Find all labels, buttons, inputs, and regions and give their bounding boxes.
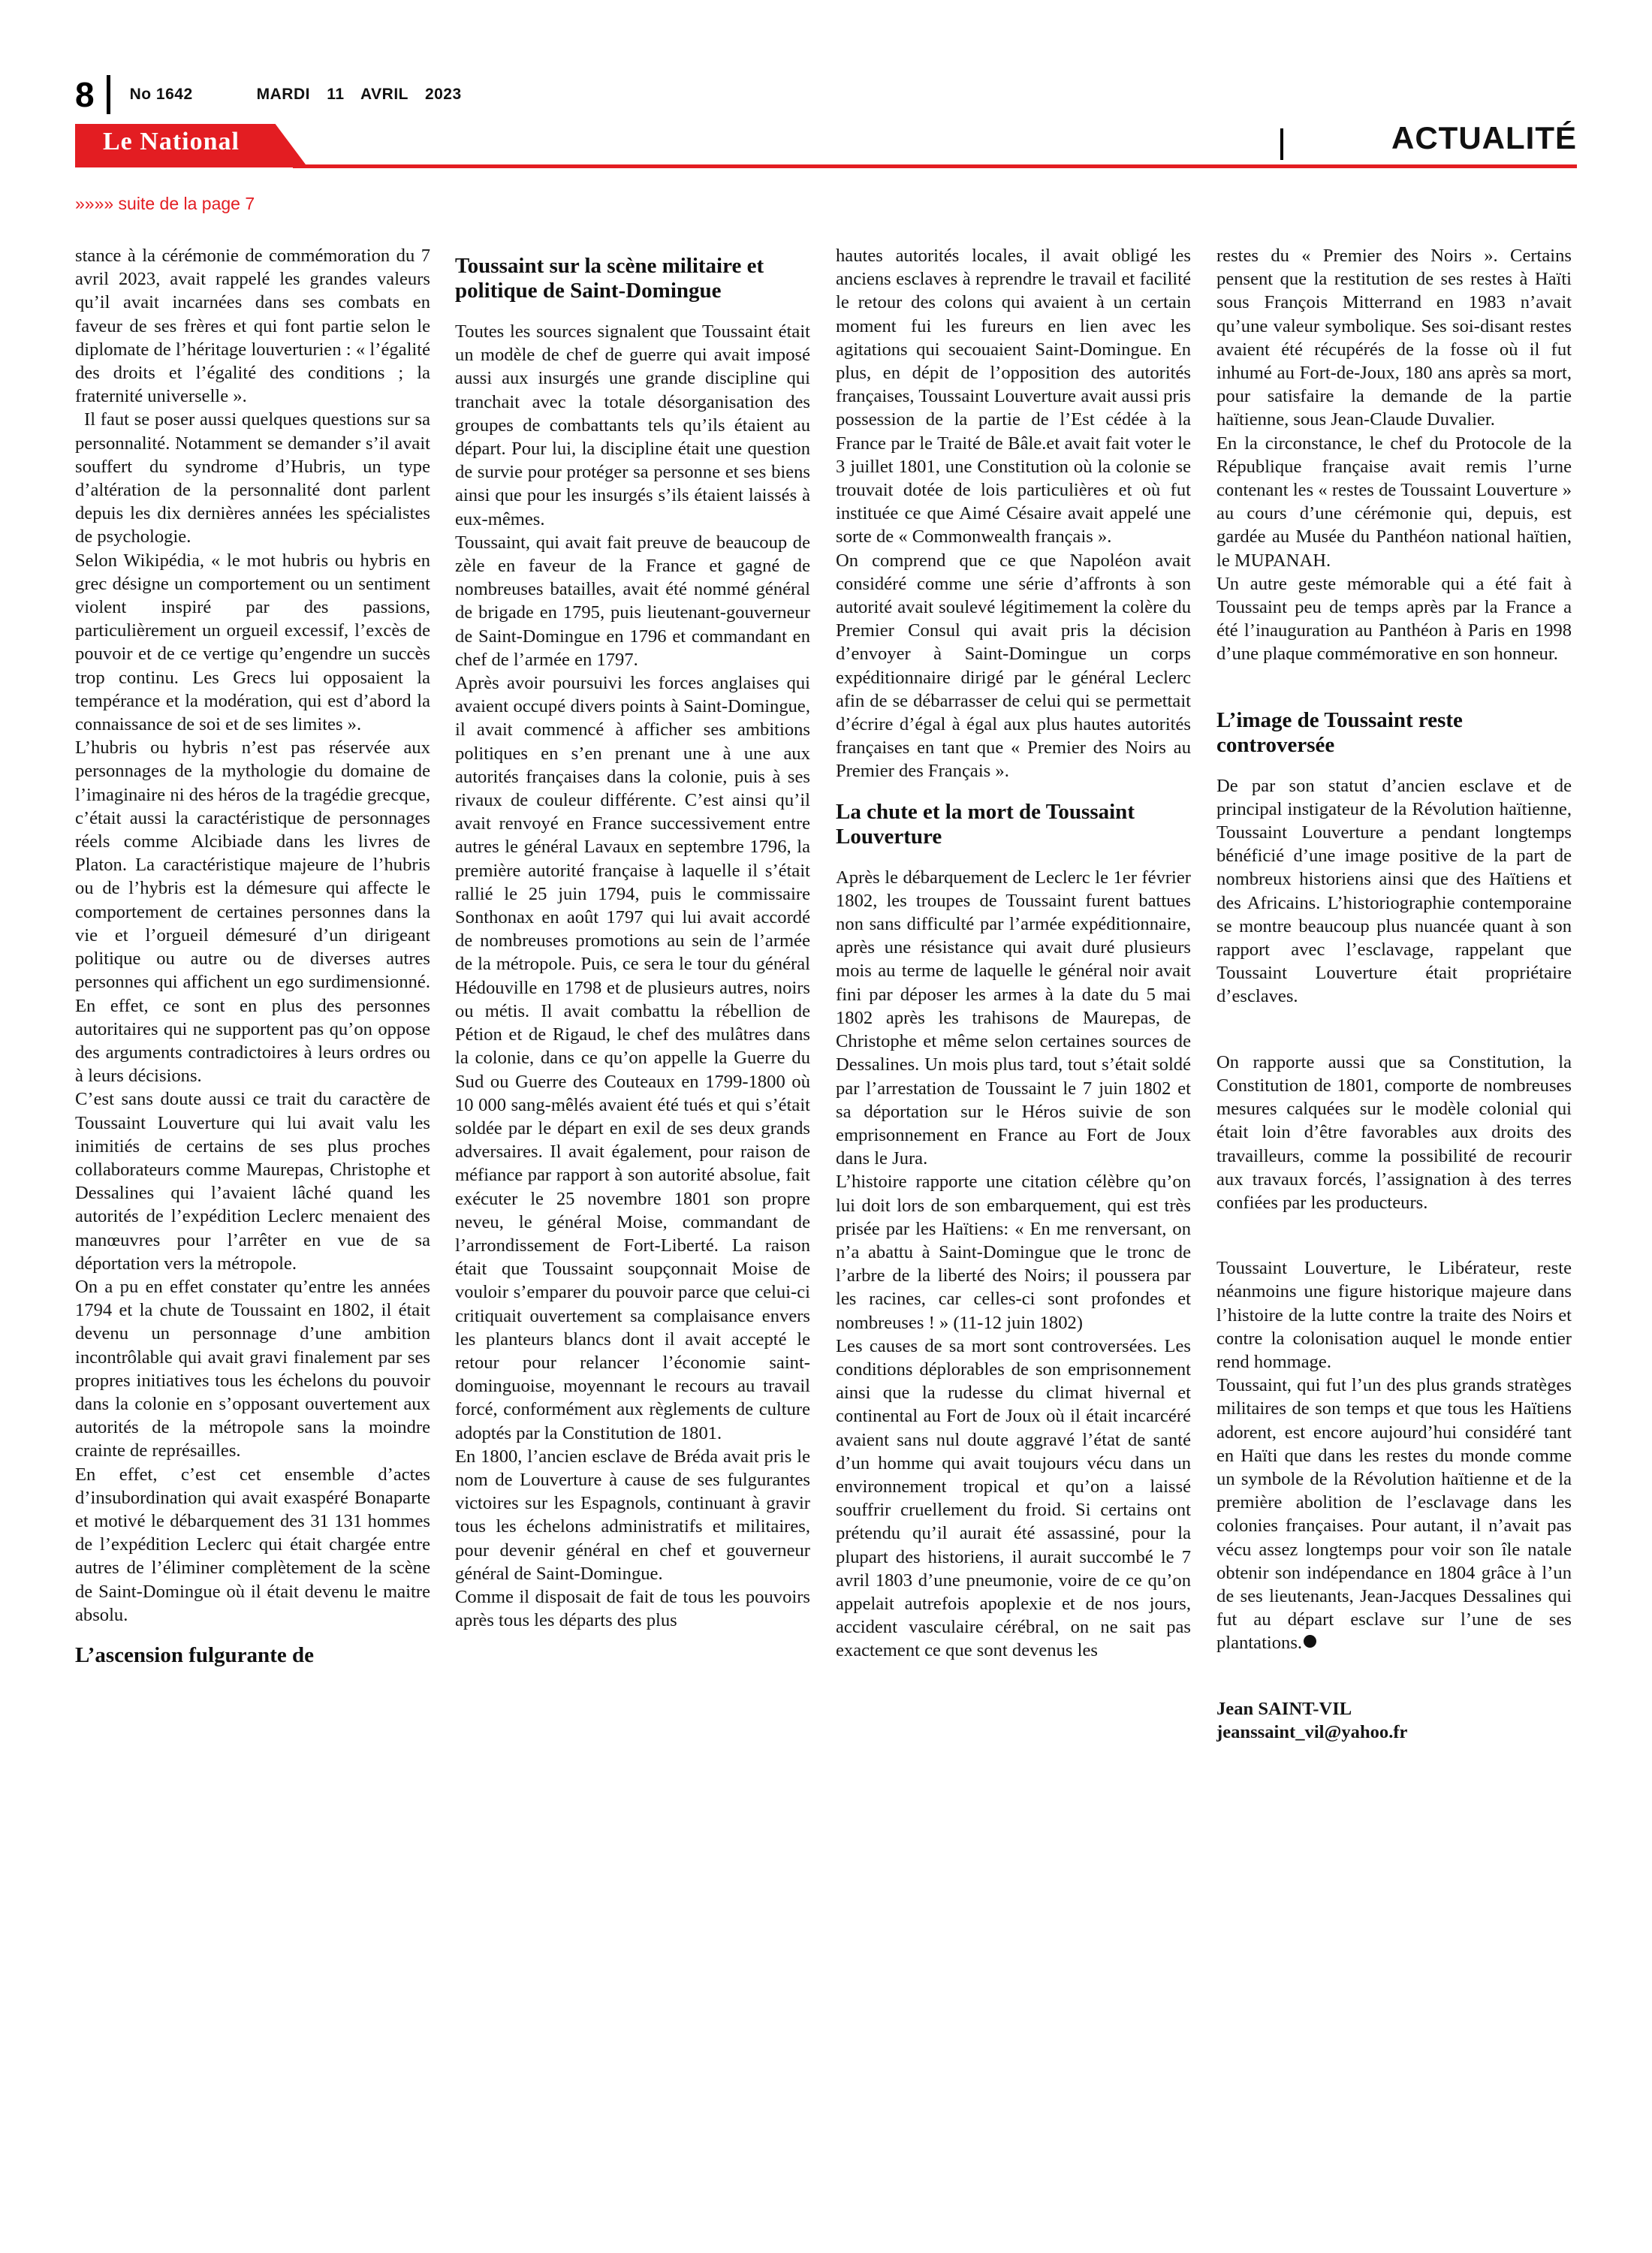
paragraph: On comprend que ce que Napoléon avait considéré comme une série d’affronts à son autorité avait soulevé légitimement la colère du Premier Consul qui avait pris la décision d’envoyer à Saint-Domingue un corps expéditionnaire dirigé par le général Leclerc afin de se débarrasser de celui qui se permettait d’écrire d’égal à égal aux plus hautes autorités françaises en tant que « Premier des Noirs au Premier des Français ». [836, 550, 1191, 782]
paragraph: Toussaint, qui avait fait preuve de beaucoup de zèle en faveur de la France et gagné de nombreuses batailles, avait été nommé général de brigade en 1795, puis lieutenant-gouverneur de Saint-Domingue en 1796 et commandant en chef de l’armée en 1797. [455, 532, 810, 670]
paragraph [1216, 1374, 1572, 1654]
continuation-note: »»»» suite de la page 7 [75, 194, 255, 213]
spacer [75, 1627, 430, 1643]
spacer [1216, 666, 1572, 708]
paragraph: Toutes les sources signalent que Toussaint était un modèle de chef de guerre qui avait imposé aussi aux insurgés une grande discipline qui tranchait avec la totale désorganisation des groupes de combattants tels qu’ils étaient au départ. Pour lui, la discipline était une question de survie pour protéger sa personne et ses biens ainsi que pour les insurgés s’ils étaient laissés à eux-mêmes. [455, 321, 810, 529]
spacer [1216, 1214, 1572, 1256]
paragraph: Selon Wikipédia, « le mot hubris ou hybris en grec désigne un comportement ou un sentiment violent inspiré par des passions, particulièrement un orgueil excessif, l’excès de pouvoir et de ce vertige qu’engendre un succès trop continu. Les Grecs lui opposaient la tempérance et la modération, qui est d’abord la connaissance de soi et de ses limites ». [75, 550, 430, 735]
spacer [1216, 1655, 1572, 1697]
paragraph: hautes autorités locales, il avait obligé les anciens esclaves à reprendre le travail et facilité le retour des colons qui avaient à un certain moment fui les fureurs en lien avec les agitations qui secouaient Saint-Domingue. En plus, en dépit de l’opposition des autorités françaises, Toussaint Louverture avait aussi pris possession de la partie de l’Est cédée à la France par le Traité de Bâle.et avait fait voter le 3 juillet 1801, une Constitution où la colonie se trouvait dotée de lois particulières et où fut instituée ce que Aimé Césaire avait appelé une sorte de « Commonwealth français ». [836, 246, 1191, 547]
publication-date: MARDI 11 AVRIL 2023 [256, 86, 462, 103]
spacer [1216, 758, 1572, 774]
article-column-1 [75, 244, 430, 1668]
paragraph: Comme il disposait de fait de tous les pouvoirs après tous les départs des plus [455, 1586, 810, 1631]
paragraph: restes du « Premier des Noirs ». Certains pensent que la restitution de ses restes à Haïti sous François Mitterrand en 1983 n’avait qu’une valeur symbolique. Ses soi-disant restes avaient été récupérés de la fosse où il fut inhumé au Fort-de-Joux, 180 ans après sa mort, pour satisfaire la demande de la partie haïtienne, sous Jean-Claude Duvalier. [1216, 246, 1572, 430]
spacer [836, 783, 1191, 800]
author-name: Jean SAINT-VIL [1216, 1698, 1352, 1719]
paragraph: Après le débarquement de Leclerc le 1er février 1802, les troupes de Toussaint furent battues non sans difficulté par l’armée expéditionnaire, après une résistance qui avait duré plusieurs mois au terme de laquelle le général noir avait fini par déposer les armes à la date du 5 mai 1802 après les trahisons de Maurepas, de Christophe et même selon certaines sources de Dessalines. Un mois plus tard, tout s’était soldé par l’arrestation de Toussaint le 7 juin 1802 et sa déportation sur le Héros suivie de son emprisonnement en France au Fort de Joux dans le Jura. [836, 867, 1191, 1169]
subheading: L’ascension fulgurante de [75, 1642, 314, 1667]
section-title: ACTUALITÉ [1391, 120, 1577, 155]
header-rule [293, 164, 1577, 168]
paragraph: Les causes de sa mort sont controversées. Les conditions déplorables de son emprisonnement ainsi que la rudesse du climat hivernal et continental au Fort de Joux où il était incarcéré avaient sans nul doute aggravé l’état de santé d’un homme qui avait toujours vécu dans un environnement tropical et qu’on a laissé souffrir cruellement du froid. Si certains ont prétendu qu’il aurait été assassiné, pour la plupart des historiens, il aurait succombé le 7 avril 1803 d’une pneumonie, voire de ce qu’on appelait autrefois apoplexie et de nos jours, accident vasculaire cérébral, on ne sait pas exactement ce que sont devenus les [836, 1335, 1191, 1661]
subheading: La chute et la mort de Toussaint Louverture [836, 799, 1135, 849]
paragraph: De par son statut d’ancien esclave et de principal instigateur de la Révolution haïtienne, Toussaint Louverture a pendant longtemps bénéficié d’une image positive de la part de nombreux historiens ainsi que des Haïtiens et des Africains. L’historiographie contemporaine se montre beaucoup plus nuancée quant à son rapport avec l’esclavage, rappelant que Toussaint Louverture était propriétaire d’esclaves. [1216, 775, 1572, 1007]
paragraph: On a pu en effet constater qu’entre les années 1794 et la chute de Toussaint en 1802, il était devenu un personnage d’une ambition incontrôlable qui avait gravi finalement par ses propres initiatives tous les échelons du pouvoir dans la colonie en s’opposant ouvertement aux autorités de la métropole sans la moindre crainte de représailles. [75, 1276, 430, 1461]
spacer [836, 849, 1191, 866]
article-column-3 [836, 244, 1191, 1663]
subheading: Toussaint sur la scène militaire et politique de Saint-Domingue [455, 254, 764, 303]
subheading: L’image de Toussaint reste controversée [1216, 707, 1463, 757]
article-column-2 [455, 254, 810, 1632]
section-divider [1280, 128, 1283, 160]
header-divider [107, 75, 110, 114]
paragraph: Un autre geste mémorable qui a été fait à Toussaint peu de temps après par la France a été l’inauguration au Panthéon à Paris en 1998 d’une plaque commémorative en son honneur. [1216, 573, 1572, 665]
issue-number: No 1642 [129, 86, 193, 103]
paragraph: Toussaint Louverture, le Libérateur, reste néanmoins une figure historique majeure dans l’histoire de la lutte contre la traite des Noirs et contre la colonisation auquel le monde entier rend hommage. [1216, 1258, 1572, 1372]
spacer [1216, 1009, 1572, 1051]
paragraph: Après avoir poursuivi les forces anglaises qui avaient occupé divers points à Saint-Domingue, il avait commencé à afficher ses ambitions politiques en s’en prenant une à une aux autorités françaises dans la colonie, puis à ses rivaux de couleur différente. C’est ainsi qu’il avait renvoyé en France successivement entre autres le général Lavaux en septembre 1796, la première autorité française à laquelle il s’était rallié le 25 juin 1794, puis le commissaire Sonthonax en août 1797 qui lui avait accordé de nombreuses promotions au sein de l’armée de la métropole. Puis, ce sera le tour du général Hédouville en 1798 et de plusieurs autres, noirs ou métis. Il avait combattu la rébellion de Pétion et de Rigaud, le chef des mulâtres dans la colonie, dans ce qu’on appelle la Guerre du Sud ou Guerre des Couteaux en 1799-1800 où 10 000 sang-mêlés avaient été tués et qui s’était soldée par le départ en exil de ses deux grands adversaires. Il avait également, pour raison de méfiance par rapport à son autorité absolue, fait exécuter le 25 novembre 1801 son propre neveu, le général Moise, commandant de l’arrondissement de Fort-Liberté. La raison était que Toussaint soupçonnait Moise de vouloir s’emparer du pouvoir parce que celui-ci critiquait ouvertement sa complaisance envers les planteurs blancs dont il avait accepté le retour pour relancer l’économie saint-dominguoise, moyennant le recours au travail forcé, conformément aux règlements de culture adoptés par la Constitution de 1801. [455, 673, 810, 1443]
paragraph: En effet, c’est cet ensemble d’actes d’insubordination qui avait exaspéré Bonaparte et motivé le débarquement des 31 131 hommes de l’expédition Leclerc qui était chargée entre autres de l’éliminer complètement de la scène de Saint-Domingue où il était devenu le maitre absolu. [75, 1464, 430, 1625]
page-number: 8 [75, 75, 95, 114]
paragraph: En 1800, l’ancien esclave de Bréda avait pris le nom de Louverture à cause de ses fulgurantes victoires sur les Espagnols, continuant à gravir tous les échelons administratifs et militaires, pour devenir général en chef et gouverneur général de Saint-Domingue. [455, 1446, 810, 1584]
end-of-article-icon [1304, 1635, 1316, 1648]
paragraph: L’histoire rapporte une citation célèbre qu’on lui doit lors de son embarquement, qui est très prisée par les Haïtiens: « En me renversant, on n’a abattu à Saint-Domingue que le tronc de l’arbre de la liberté des Noirs; il poussera par les racines, car celles-ci sont profondes et nombreuses ! » (11-12 juin 1802) [836, 1172, 1191, 1333]
paragraph: On rapporte aussi que sa Constitution, la Constitution de 1801, comporte de nombreuses mesures calquées sur le modèle colonial qui était loin d’être favorables aux droits des travailleurs, comme la possibilité de recourir aux travaux forcés, l’assignation à des terres confiées par les producteurs. [1216, 1051, 1572, 1213]
paragraph-text: Toussaint, qui fut l’un des plus grands stratèges militaires de son temps et que tous les Haïtiens adorent, est encore aujourd’hui considéré tant en Haïti que dans les restes du monde comme un symbole de la Révolution haïtienne et de la première abolition de l’esclavage dans les colonies françaises. Pour autant, il n’avait pas vécu assez longtemps pour voir son île natale obtenir son indépendance en 1804 grâce à l’un de ses lieutenants, Jean-Jacques Dessalines qui fut au départ esclave sur l’une de ses plantations. [1216, 1375, 1572, 1654]
column-body [455, 320, 810, 1632]
newspaper-logo: Le National [103, 128, 240, 155]
paragraph: Il faut se poser aussi quelques questions sur sa personnalité. Notamment se demander s’il avait souffert du syndrome d’Hubris, un type d’altération de la personnalité dont parlent depuis les dix dernières années les spécialistes de psychologie. [75, 409, 430, 547]
page-header [75, 72, 462, 117]
article-column-4 [1216, 244, 1572, 1744]
paragraph: C’est sans doute aussi ce trait du caractère de Toussaint Louverture qui lui avait valu les inimitiés de certains de ses plus proches collaborateurs comme Maurepas, Christophe et Dessalines qui l’avaient lâché quand les autorités de l’expédition Leclerc menaient des manœuvres pour l’arrêter en vue de sa déportation vers la métropole. [75, 1089, 430, 1274]
paragraph: L’hubris ou hybris n’est pas réservée aux personnages de la mythologie du domaine de l’imaginaire ni des héros de la tragédie grecque, c’était aussi la caractéristique de personnages réels comme Alcibiade dans les livres de Platon. La caractéristique majeure de l’hubris ou de l’hybris est la démesure qui affecte le comportement de certaines personnes dans la vie et l’orgueil démesuré d’un dirigeant politique ou autre ou de diverses autres personnes qui affichent un ego surdimensionné. En effet, ce sont en plus des personnes autoritaires qui ne supportent pas qu’on oppose des arguments contradictoires à leurs ordres ou à leurs décisions. [75, 737, 430, 1087]
author-email: jeanssaint_vil@yahoo.fr [1216, 1721, 1408, 1742]
paragraph: stance à la cérémonie de commémoration du 7 avril 2023, avait rappelé les grandes valeurs qu’il avait incarnées dans ses combats en faveur de ses frères et qui font partie selon le diplomate de l’héritage louverturien : « l’égalité des droits et l’égalité des conditions ; la fraternité universelle ». [75, 246, 430, 407]
paragraph: En la circonstance, le chef du Protocole de la République française avait remis l’urne contenant les « restes de Toussaint Louverture » au cours d’une cérémonie qui, depuis, est gardée au Musée du Panthéon national haïtien, le MUPANAH. [1216, 433, 1572, 571]
